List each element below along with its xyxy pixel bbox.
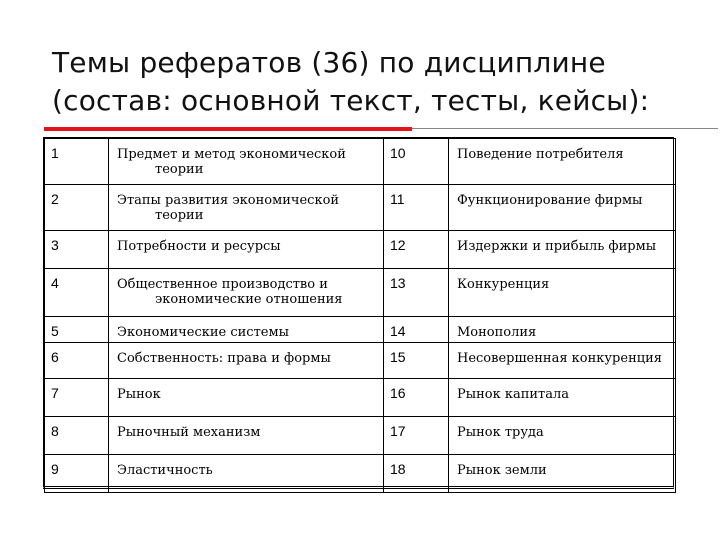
topic-number: 3 <box>45 231 109 269</box>
table-row <box>45 417 676 455</box>
topic-number: 15 <box>384 343 449 379</box>
topic-title-text: Собственность: права и формы <box>117 351 331 366</box>
topic-title <box>109 185 384 231</box>
title-underline-accent <box>44 127 412 131</box>
topic-number: 2 <box>45 185 109 231</box>
topic-title: Функционирование фирмы <box>449 185 676 231</box>
topic-title <box>109 139 384 185</box>
topic-title-text: Эластичность <box>117 463 213 478</box>
table-row <box>45 455 676 493</box>
topic-title-text: Предмет и метод экономической <box>117 147 346 162</box>
topic-number: 5 <box>45 317 109 343</box>
table-row <box>45 139 676 185</box>
table-row <box>45 185 676 231</box>
topic-number: 14 <box>384 317 449 343</box>
topic-title <box>109 343 384 379</box>
topic-number: 9 <box>45 455 109 493</box>
topic-title: Издержки и прибыль фирмы <box>449 231 676 269</box>
table-row <box>45 343 676 379</box>
topic-number: 16 <box>384 379 449 417</box>
topic-title: Несовершенная конкуренция <box>449 343 676 379</box>
topic-title-text: Потребности и ресурсы <box>117 239 281 254</box>
topics-table <box>43 137 674 489</box>
title-underline-rule <box>412 128 718 129</box>
table-row <box>45 379 676 417</box>
topic-title-text: Общественное производство и <box>117 277 328 292</box>
table-row <box>45 317 676 343</box>
topic-title-text: Рыночный механизм <box>117 425 261 440</box>
topic-number: 6 <box>45 343 109 379</box>
topic-number: 1 <box>45 139 109 185</box>
topic-title: Поведение потребителя <box>449 139 676 185</box>
topic-title-text: Этапы развития экономической <box>117 193 340 208</box>
table-row <box>45 269 676 317</box>
topic-title-continuation: экономические отношения <box>155 292 343 307</box>
topic-title: Рынок труда <box>449 417 676 455</box>
topic-number: 12 <box>384 231 449 269</box>
topic-title-text: Рынок <box>117 387 161 402</box>
topic-title: Монополия <box>449 317 676 343</box>
topic-number: 13 <box>384 269 449 317</box>
topic-title-continuation: теории <box>155 208 204 223</box>
topic-number: 8 <box>45 417 109 455</box>
topic-title-text: Экономические системы <box>117 325 289 340</box>
topic-title: Конкуренция <box>449 269 676 317</box>
topic-number: 18 <box>384 455 449 493</box>
topic-number: 4 <box>45 269 109 317</box>
topic-number: 17 <box>384 417 449 455</box>
topic-title <box>109 455 384 493</box>
topic-title <box>109 417 384 455</box>
page-title: Темы рефератов (36) по дисциплине (состав: основной текст, тесты, кейсы): <box>52 46 650 117</box>
topic-title <box>109 317 384 343</box>
topic-number: 7 <box>45 379 109 417</box>
topic-title-continuation: теории <box>155 162 204 177</box>
table-row <box>45 231 676 269</box>
topic-title: Рынок капитала <box>449 379 676 417</box>
topic-title <box>109 269 384 317</box>
topic-number: 11 <box>384 185 449 231</box>
topic-number: 10 <box>384 139 449 185</box>
topic-title: Рынок земли <box>449 455 676 493</box>
topic-title <box>109 231 384 269</box>
topic-title <box>109 379 384 417</box>
accent-decoration <box>0 40 16 260</box>
